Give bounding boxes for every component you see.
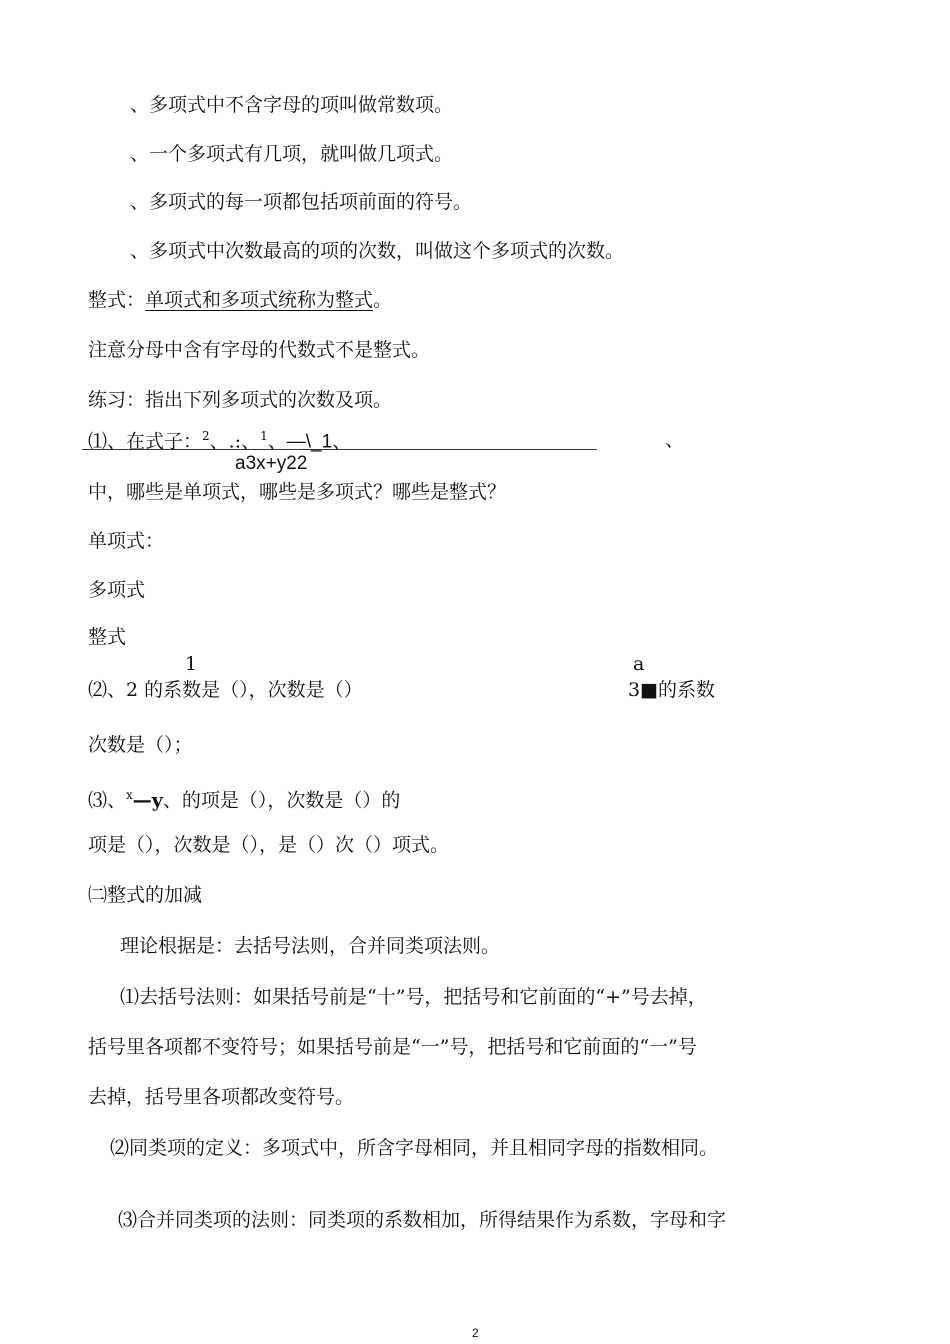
rule-parentheses-line-3: 去掉，括号里各项都改变符号。 [88, 1086, 355, 1108]
q3-expression: —y [132, 789, 163, 812]
note-number-of-terms: 、一个多项式有几项，就叫做几项式。 [130, 143, 454, 165]
answer-polynomial-label: 多项式 [88, 579, 146, 601]
q1-mid-2: 、—\_1、 [267, 431, 352, 453]
q1-prefix: ⑴、在式子： [88, 430, 203, 453]
q1-tail: 、 [665, 429, 685, 451]
q1-sup-1: 2 [202, 429, 210, 443]
q2-numerator-a: a [633, 653, 645, 675]
definition-end: 。 [373, 289, 393, 311]
page-number: 2 [472, 1326, 479, 1340]
rule-parentheses-line-2: 括号里各项都不变符号；如果括号前是“一”号，把括号和它前面的“一”号 [88, 1036, 697, 1058]
note-constant-term: 、多项式中不含字母的项叫做常数项。 [130, 94, 454, 116]
definition-term: 整式： [88, 289, 146, 311]
q2-right-expression: 3■的系数 [628, 679, 716, 701]
note-denominator: 注意分母中含有字母的代数式不是整式。 [88, 339, 431, 361]
definition-integral-expression [88, 288, 392, 312]
q3-prefix: ⑶、 [88, 789, 127, 812]
fraction-bar [82, 449, 597, 450]
theory-basis: 理论根据是：去括号法则，合并同类项法则。 [120, 935, 501, 957]
q1-sub-expression: a3x+y22 [235, 453, 308, 474]
section-heading-addition-subtraction: ㈡整式的加减 [88, 884, 203, 906]
answer-integral-label: 整式 [88, 626, 127, 648]
like-terms-definition: ⑵同类项的定义：多项式中，所含字母相同，并且相同字母的指数相同。 [110, 1137, 719, 1159]
q3-sup-x: x [126, 788, 133, 802]
q3-text: 、的项是（），次数是（）的 [162, 789, 401, 812]
q2-numerator-1: 1 [185, 653, 198, 675]
rule-parentheses-line-1: ⑴去括号法则：如果括号前是“十”号，把括号和它前面的“+”号去掉， [120, 986, 707, 1008]
answer-monomial-label: 单项式： [88, 530, 165, 552]
definition-body: 单项式和多项式统称为整式 [145, 289, 374, 311]
q2-question: ⑵、2 的系数是（），次数是（） [88, 679, 363, 701]
note-term-sign: 、多项式的每一项都包括项前面的符号。 [130, 191, 473, 213]
q1-question: 中，哪些是单项式，哪些是多项式？哪些是整式？ [88, 481, 507, 503]
q3-question [88, 783, 400, 812]
combine-like-terms-rule: ⑶合并同类项的法则：同类项的系数相加，所得结果作为系数，字母和字 [118, 1209, 727, 1231]
q1-mid-1: 、.:、 [209, 430, 261, 453]
note-polynomial-degree: 、多项式中次数最高的项的次数，叫做这个多项式的次数。 [130, 240, 625, 262]
q1-sup-2: 1 [260, 429, 268, 443]
q3-continuation: 项是（），次数是（），是（）次（）项式。 [88, 834, 450, 856]
q2-degree-continuation: 次数是（）； [88, 734, 193, 756]
exercise-title: 练习：指出下列多项式的次数及项。 [88, 389, 393, 411]
